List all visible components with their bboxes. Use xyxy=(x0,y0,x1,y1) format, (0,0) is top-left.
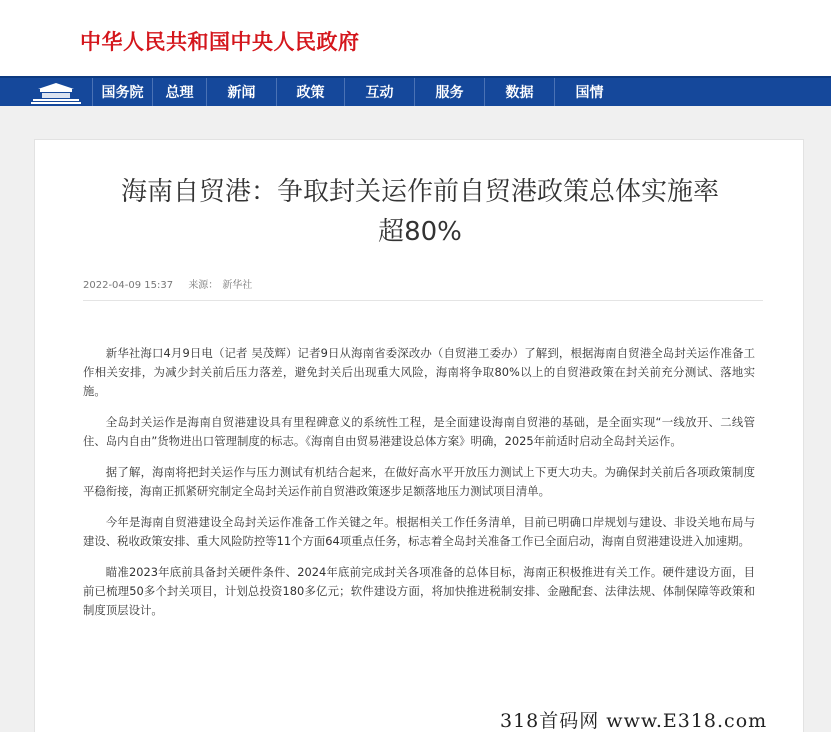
article-title-line1: 海南自贸港：争取封关运作前自贸港政策总体实施率 xyxy=(120,177,719,207)
nav-item-premier[interactable]: 总理 xyxy=(152,78,206,106)
header xyxy=(0,0,831,78)
nav-item-news[interactable]: 新闻 xyxy=(206,78,276,106)
tiananmen-logo-icon[interactable] xyxy=(20,79,92,106)
article-meta xyxy=(83,276,264,291)
nav-item-data[interactable]: 数据 xyxy=(484,78,554,106)
article-body xyxy=(83,344,755,632)
nav-item-state-council[interactable]: 国务院 xyxy=(92,78,152,106)
paragraph: 据了解，海南将把封关运作与压力测试有机结合起来，在做好高水平开放压力测试上下更大功夫。为确保封关前后各项政策制度平稳衔接，海南正抓紧研究制定全岛封关运作前自贸港政策逐步足额落地压力测试项目清单。 xyxy=(83,465,755,498)
paragraph: 今年是海南自贸港建设全岛封关运作准备工作关键之年。根据相关工作任务清单，目前已明确口岸规划与建设、非设关地布局与建设、税收政策安排、重大风险防控等11个方面64项重点任务，标志着全岛封关准备工作已全面启动，海南自贸港建设进入加速期。 xyxy=(83,515,755,548)
nav-items xyxy=(92,78,624,106)
source-name: 新华社 xyxy=(222,280,253,291)
article-panel xyxy=(34,139,804,732)
publish-date: 2022-04-09 15:37 xyxy=(83,280,174,291)
site-title-link[interactable]: 中华人民共和国中央人民政府 xyxy=(80,30,360,54)
source-label: 来源： xyxy=(188,280,219,291)
nav-item-interaction[interactable]: 互动 xyxy=(344,78,414,106)
nav-item-national-info[interactable]: 国情 xyxy=(554,78,624,106)
paragraph: 新华社海口4月9日电（记者 吴茂辉）记者9日从海南省委深改办（自贸港工委办）了解到，根据海南自贸港全岛封关运作准备工作相关安排，为减少封关前后压力落差，避免封关后出现重大风险，海南将争取80%以上的自贸港政策在封关前充分测试、落地实施。 xyxy=(83,346,755,398)
watermark-text: 318首码网 www.E318.com xyxy=(500,710,768,732)
divider xyxy=(83,300,763,301)
nav-item-service[interactable]: 服务 xyxy=(414,78,484,106)
nav-item-policy[interactable]: 政策 xyxy=(276,78,344,106)
paragraph: 全岛封关运作是海南自贸港建设具有里程碑意义的系统性工程，是全面建设海南自贸港的基础，是全面实现“一线放开、二线管住、岛内自由”货物进出口管理制度的标志。《海南自由贸易港建设总体方案》明确，2025年前适时启动全岛封关运作。 xyxy=(83,415,755,448)
article-title-line2: 超80% xyxy=(378,217,462,247)
paragraph: 瞄准2023年底前具备封关硬件条件、2024年底前完成封关各项准备的总体目标，海南正积极推进有关工作。硬件建设方面，目前已梳理50多个封关项目，计划总投资180多亿元；软件建设方面，将加快推进税制安排、金融配套、法律法规、体制保障等政策和制度顶层设计。 xyxy=(83,565,755,617)
article-title xyxy=(55,172,785,252)
main-nav xyxy=(0,76,831,106)
